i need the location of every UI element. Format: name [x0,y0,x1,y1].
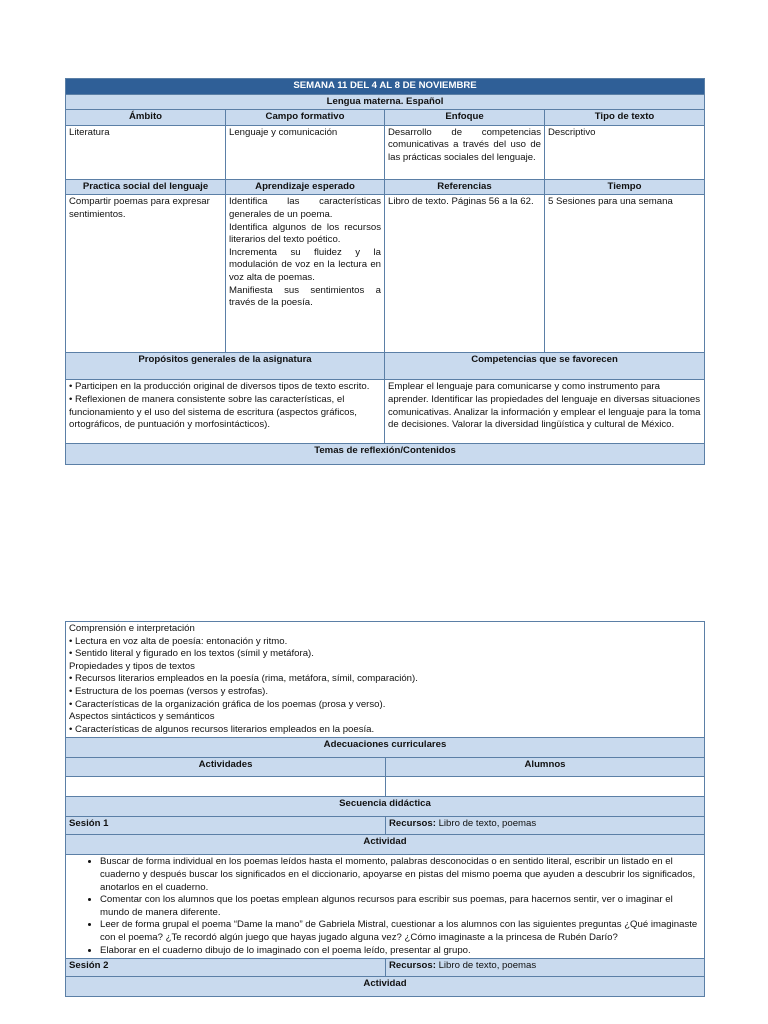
planning-table-week [65,78,705,465]
header-propositos: Propósitos generales de la asignatura [66,353,385,380]
contenido-line: Propiedades y tipos de textos [69,660,195,672]
contenido-line: Aspectos sintácticos y semánticos [69,711,215,723]
sesion-1-recursos [386,817,705,835]
activity-item: • Comentar con los alumnos que los poetas emplean algunos recursos para escribir sus poemas, para hacernos sentir, ver o imaginar el mundo de manera diferente. [100,894,701,919]
header-alumnos: Alumnos [386,758,705,777]
sesion-1-actividad-header: Actividad [66,835,705,855]
sesion-2-label: Sesión 2 [66,959,386,977]
contenido-line: • Características de la organización gráfica de los poemas (prosa y verso). [69,698,386,710]
planning-table-sequence [65,621,705,997]
header-aprendizaje: Aprendizaje esperado [226,179,385,195]
activity-item: • Elaborar en el cuaderno dibujo de lo imaginado con el poema leído, presentar al grupo. [100,945,701,958]
cell-contenidos [66,622,705,738]
header-campo-formativo: Campo formativo [226,110,385,126]
activity-item: • Buscar de forma individual en los poemas leídos hasta el momento, palabras desconocidas o en sentido literal, escribir un listado en el cuaderno y después buscar los significados en el diccionario, apoyarse en pistas del mismo poema que ayuden a descubrir los significados, anotarlos en el cuaderno. [100,856,701,894]
contenido-line: Comprensión e interpretación [69,623,195,634]
cell-campo-formativo: Lenguaje y comunicación [226,125,385,179]
cell-referencias: Libro de texto. Páginas 56 a la 62. [385,195,545,353]
cell-tiempo: 5 Sesiones para una semana [545,195,705,353]
proposito-item: • Participen en la producción original de diversos tipos de texto escrito. [69,381,370,393]
recursos-label: Recursos: [389,818,436,830]
cell-alumnos-empty [386,777,705,797]
cell-propositos [66,380,385,444]
header-enfoque: Enfoque [385,110,545,126]
contenido-line: • Lectura en voz alta de poesía: entonación y ritmo. [69,635,288,647]
header-referencias: Referencias [385,179,545,195]
proposito-item: • Reflexionen de manera consistente sobre las características, el funcionamiento y el uso del sistema de escritura (aspectos gráficos, ortográficos, de puntuación y morfosintácticos). [69,393,357,431]
sesion-1-label: Sesión 1 [66,817,386,835]
cell-aprendizaje [226,195,385,353]
contenido-line: • Estructura de los poemas (versos y estrofas). [69,685,269,697]
header-temas-reflexion: Temas de reflexión/Contenidos [66,444,705,465]
activity-list [69,856,701,957]
header-practica-social: Practica social del lenguaje [66,179,226,195]
header-actividades: Actividades [66,758,386,777]
header-secuencia: Secuencia didáctica [66,797,705,817]
aprendizaje-item: Identifica algunos de los recursos literarios del texto poético. [229,221,381,246]
header-tipo-texto: Tipo de texto [545,110,705,126]
recursos-value: Libro de texto, poemas [435,960,537,972]
header-ambito: Ámbito [66,110,226,126]
contenido-line: • Sentido literal y figurado en los textos (símil y metáfora). [69,648,314,660]
activity-item: • Leer de forma grupal el poema “Dame la mano” de Gabriela Mistral, cuestionar a los alumnos con las siguientes preguntas ¿Qué imaginaste con el poema? ¿Te recordó algún juego que hayas jugado alguna vez? ¿Cómo imaginaste a la princesa de Rubén Darío? [100,919,701,944]
aprendizaje-item: Incrementa su fluidez y la modulación de voz en la lectura en voz alta de poemas. [229,246,381,283]
cell-actividades-empty [66,777,386,797]
subject-title: Lengua materna. Español [66,94,705,110]
header-competencias: Competencias que se favorecen [385,353,705,380]
aprendizaje-item: Manifiesta sus sentimientos a través de la poesía. [229,284,381,309]
sesion-2-actividad-header: Actividad [66,977,705,997]
recursos-label: Recursos: [389,960,436,972]
contenido-line: • Recursos literarios empleados en la poesía (rima, metáfora, símil, comparación). [69,673,418,685]
contenido-line: • Características de algunos recursos literarios empleados en la poesía. [69,723,375,735]
cell-competencias: Emplear el lenguaje para comunicarse y como instrumento para aprender. Identificar las propiedades del lenguaje en diversas situaciones comunicativas. Analizar la información y emplear el lenguaje para la toma de decisiones. Valorar la diversidad lingüística y cultural de México. [385,380,705,444]
sesion-1-actividades [66,855,705,959]
aprendizaje-item: Identifica las características generales de un poema. [229,196,381,220]
header-adecuaciones: Adecuaciones curriculares [66,738,705,758]
week-title: SEMANA 11 DEL 4 AL 8 DE NOVIEMBRE [66,79,705,95]
recursos-value: Libro de texto, poemas [435,818,537,830]
cell-tipo-texto: Descriptivo [545,125,705,179]
cell-practica-social: Compartir poemas para expresar sentimientos. [66,195,226,353]
cell-ambito: Literatura [66,125,226,179]
header-tiempo: Tiempo [545,179,705,195]
sesion-2-recursos [386,959,705,977]
cell-enfoque: Desarrollo de competencias comunicativas a través del uso de las prácticas sociales del lenguaje. [385,125,545,179]
